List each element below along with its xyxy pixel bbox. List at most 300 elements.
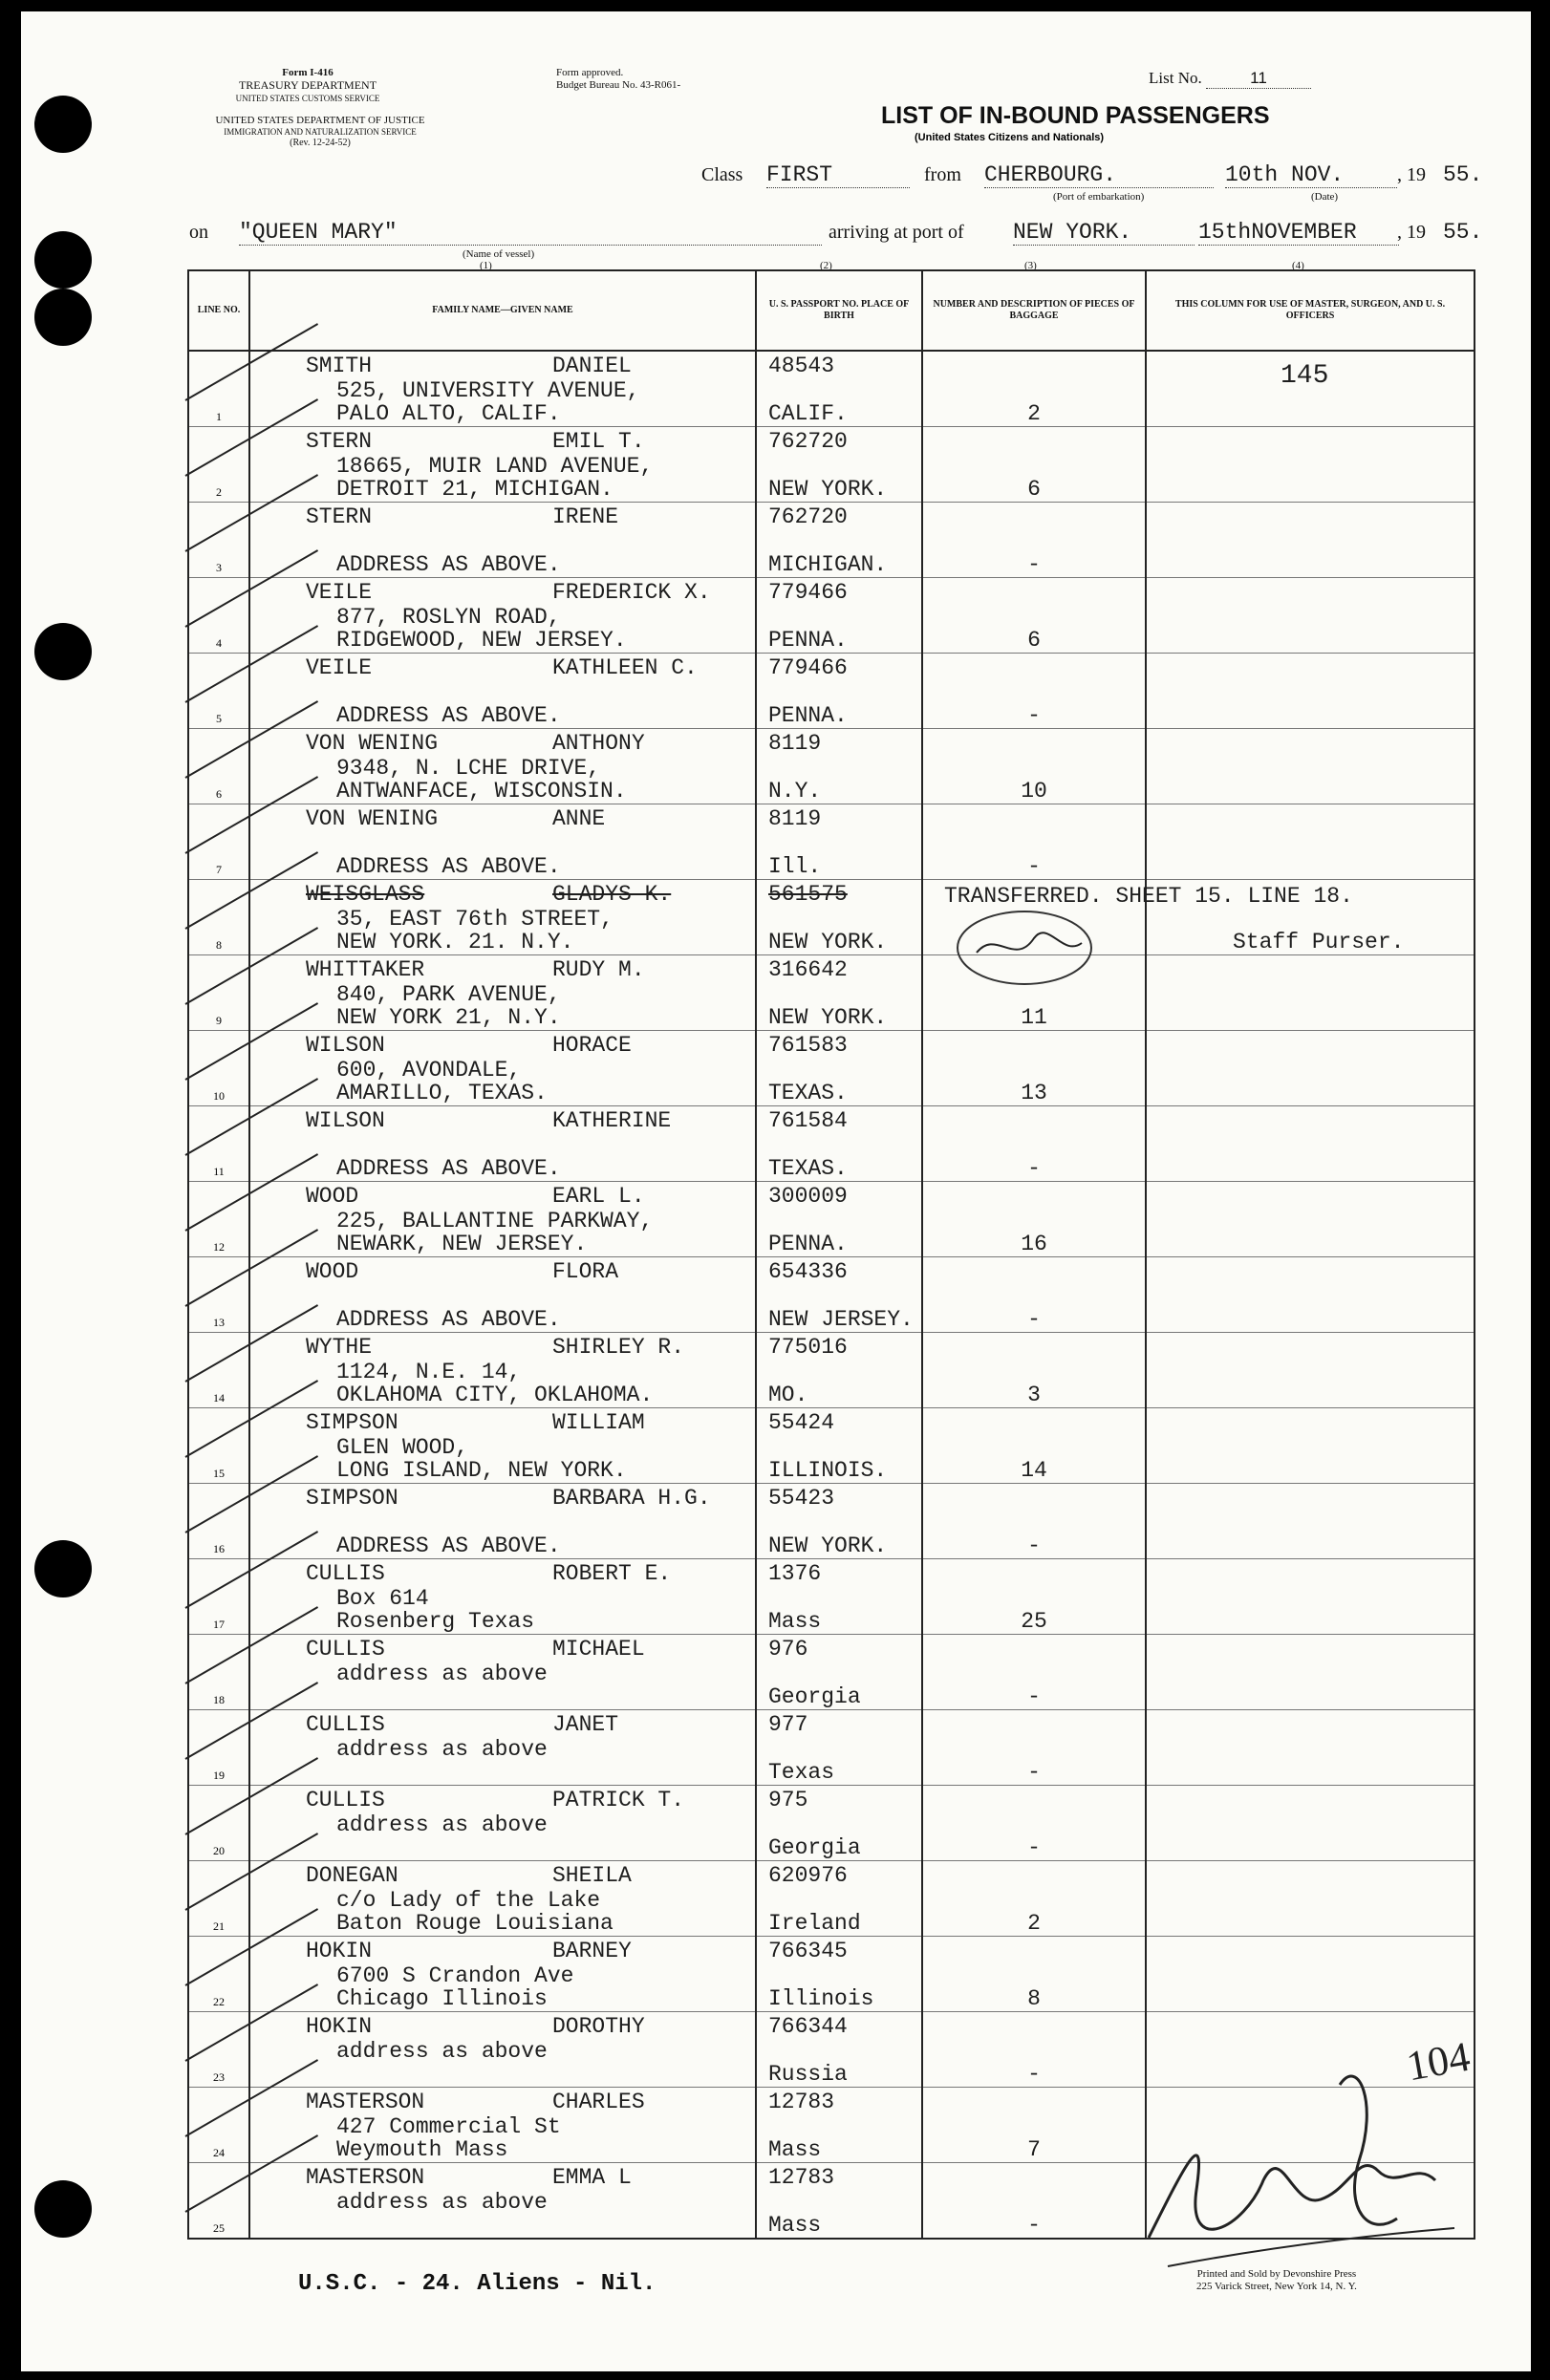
family-name: SIMPSON bbox=[306, 1486, 398, 1511]
line-number-cell bbox=[188, 351, 249, 427]
passport-number: 977 bbox=[768, 1712, 808, 1737]
line-number-cell bbox=[188, 1333, 249, 1408]
name-cell bbox=[249, 1182, 756, 1257]
manifest-sheet bbox=[21, 11, 1531, 2371]
passport-number: 620976 bbox=[768, 1863, 848, 1888]
line-number: 11 bbox=[213, 1165, 225, 1178]
family-name: VON WENING bbox=[306, 731, 439, 756]
given-name: ROBERT E. bbox=[552, 1561, 672, 1586]
line-number-cell bbox=[188, 1408, 249, 1484]
passport-number: 975 bbox=[768, 1788, 808, 1812]
passport-number: 761583 bbox=[768, 1033, 848, 1058]
arrival-year: 55. bbox=[1443, 220, 1483, 245]
address-line-1: address as above bbox=[336, 1662, 548, 1686]
name-cell bbox=[249, 2012, 756, 2088]
baggage-count: - bbox=[1027, 1835, 1041, 1860]
baggage-count: - bbox=[1027, 2213, 1041, 2238]
baggage-count: 7 bbox=[1027, 2137, 1041, 2162]
table-row bbox=[188, 880, 1475, 955]
address-line-2: RIDGEWOOD, NEW JERSEY. bbox=[336, 628, 627, 653]
table-row bbox=[188, 351, 1475, 427]
family-name: SIMPSON bbox=[306, 1410, 398, 1435]
line-number-cell bbox=[188, 1257, 249, 1333]
passport-number: 779466 bbox=[768, 655, 848, 680]
family-name: CULLIS bbox=[306, 1561, 385, 1586]
line-number-cell bbox=[188, 1484, 249, 1559]
address-line-1: address as above bbox=[336, 2039, 548, 2064]
passport-number: 762720 bbox=[768, 504, 848, 529]
baggage-cell bbox=[922, 2088, 1146, 2163]
officer-cell bbox=[1146, 804, 1475, 880]
address-line-2: DETROIT 21, MICHIGAN. bbox=[336, 477, 614, 502]
passport-number: 55424 bbox=[768, 1410, 835, 1435]
line-number: 20 bbox=[213, 1844, 225, 1857]
baggage-count: 6 bbox=[1027, 628, 1041, 653]
arriving-label: arriving at port of bbox=[829, 222, 964, 243]
baggage-cell bbox=[922, 2163, 1146, 2240]
line-number: 19 bbox=[213, 1769, 225, 1782]
name-cell bbox=[249, 1408, 756, 1484]
address-line-2: NEWARK, NEW JERSEY. bbox=[336, 1232, 588, 1256]
passport-cell bbox=[756, 804, 922, 880]
family-name: WEISGLASS bbox=[306, 882, 425, 907]
family-name: CULLIS bbox=[306, 1788, 385, 1812]
address-line-1: Box 614 bbox=[336, 1586, 429, 1611]
table-row bbox=[188, 1710, 1475, 1786]
name-cell bbox=[249, 1484, 756, 1559]
passport-cell bbox=[756, 1333, 922, 1408]
line-number-cell bbox=[188, 955, 249, 1031]
year-prefix: , 19 bbox=[1397, 164, 1426, 185]
baggage-cell bbox=[922, 2012, 1146, 2088]
col-num-2: (2) bbox=[820, 260, 832, 271]
punch-hole bbox=[34, 289, 92, 346]
passport-cell bbox=[756, 1408, 922, 1484]
officer-note: 145 bbox=[1281, 361, 1329, 391]
table-row bbox=[188, 1559, 1475, 1635]
baggage-count: 3 bbox=[1027, 1383, 1041, 1407]
place-of-birth: PENNA. bbox=[768, 1232, 848, 1256]
name-cell bbox=[249, 1861, 756, 1937]
passport-cell bbox=[756, 1786, 922, 1861]
passport-cell bbox=[756, 1257, 922, 1333]
passport-number: 766345 bbox=[768, 1939, 848, 1963]
line-number: 21 bbox=[213, 1919, 225, 1933]
arrival-year-prefix: , 19 bbox=[1397, 222, 1426, 243]
baggage-count: 13 bbox=[1021, 1081, 1047, 1105]
list-no-value: 11 bbox=[1206, 69, 1311, 89]
baggage-count: 11 bbox=[1021, 1005, 1047, 1030]
table-row bbox=[188, 1031, 1475, 1106]
baggage-cell bbox=[922, 1182, 1146, 1257]
col-num-1: (1) bbox=[480, 260, 492, 271]
address-line-1: 1124, N.E. 14, bbox=[336, 1360, 522, 1384]
passport-cell bbox=[756, 2088, 922, 2163]
line-number: 15 bbox=[213, 1467, 225, 1480]
printer-line-1: Printed and Sold by Devonshire Press bbox=[1196, 2268, 1357, 2280]
baggage-cell bbox=[922, 654, 1146, 729]
table-row bbox=[188, 427, 1475, 503]
agency-block bbox=[182, 115, 459, 148]
address-line-2: ANTWANFACE, WISCONSIN. bbox=[336, 779, 627, 804]
line-number: 23 bbox=[213, 2070, 225, 2084]
ins-label: IMMIGRATION AND NATURALIZATION SERVICE bbox=[224, 127, 417, 137]
baggage-count: - bbox=[1027, 2062, 1041, 2087]
col-header-passport: U. S. PASSPORT NO. PLACE OF BIRTH bbox=[756, 270, 922, 351]
place-of-birth: ILLINOIS. bbox=[768, 1458, 888, 1483]
baggage-count: - bbox=[1027, 552, 1041, 577]
passport-number: 761584 bbox=[768, 1108, 848, 1133]
embark-date: 10th NOV. bbox=[1225, 162, 1397, 188]
given-name: RUDY M. bbox=[552, 957, 645, 982]
place-of-birth: Mass bbox=[768, 2213, 822, 2238]
address-line-2: ADDRESS AS ABOVE. bbox=[336, 1307, 561, 1332]
name-cell bbox=[249, 578, 756, 654]
address-line-2: Rosenberg Texas bbox=[336, 1609, 535, 1634]
name-cell bbox=[249, 729, 756, 804]
embark-caption: (Port of embarkation) bbox=[1053, 191, 1145, 203]
officer-cell bbox=[1146, 955, 1475, 1031]
baggage-cell bbox=[922, 1333, 1146, 1408]
place-of-birth: Illinois bbox=[768, 1986, 874, 2011]
col-num-3: (3) bbox=[1024, 260, 1037, 271]
passport-cell bbox=[756, 1182, 922, 1257]
passport-cell bbox=[756, 1635, 922, 1710]
name-cell bbox=[249, 1333, 756, 1408]
baggage-cell bbox=[922, 804, 1146, 880]
punch-hole bbox=[34, 1540, 92, 1597]
table-header-row bbox=[188, 270, 1475, 351]
baggage-cell bbox=[922, 729, 1146, 804]
baggage-count: 2 bbox=[1027, 401, 1041, 426]
given-name: BARNEY bbox=[552, 1939, 632, 1963]
address-line-2: AMARILLO, TEXAS. bbox=[336, 1081, 548, 1105]
baggage-cell bbox=[922, 427, 1146, 503]
table-row bbox=[188, 1333, 1475, 1408]
given-name: IRENE bbox=[552, 504, 619, 529]
table-row bbox=[188, 1484, 1475, 1559]
line-number-cell bbox=[188, 1710, 249, 1786]
baggage-count: - bbox=[1027, 1684, 1041, 1709]
table-row bbox=[188, 955, 1475, 1031]
line-number: 22 bbox=[213, 1995, 225, 2008]
line-number: 8 bbox=[216, 938, 222, 952]
place-of-birth: Ireland bbox=[768, 1911, 861, 1936]
officer-cell bbox=[1146, 427, 1475, 503]
family-name: WYTHE bbox=[306, 1335, 373, 1360]
baggage-count: 8 bbox=[1027, 1986, 1041, 2011]
place-of-birth: Mass bbox=[768, 2137, 822, 2162]
baggage-count: 14 bbox=[1021, 1458, 1047, 1483]
passport-number: 8119 bbox=[768, 731, 822, 756]
table-row bbox=[188, 1635, 1475, 1710]
address-line-2: ADDRESS AS ABOVE. bbox=[336, 1156, 561, 1181]
address-line-1: address as above bbox=[336, 1737, 548, 1762]
address-line-2: ADDRESS AS ABOVE. bbox=[336, 854, 561, 879]
table-row bbox=[188, 804, 1475, 880]
line-number-cell bbox=[188, 427, 249, 503]
given-name: JANET bbox=[552, 1712, 619, 1737]
name-cell bbox=[249, 2163, 756, 2240]
punch-hole bbox=[34, 623, 92, 680]
place-of-birth: Georgia bbox=[768, 1684, 861, 1709]
vessel-name: "QUEEN MARY" bbox=[239, 220, 822, 246]
place-of-birth: NEW JERSEY. bbox=[768, 1307, 914, 1332]
given-name: DOROTHY bbox=[552, 2014, 645, 2039]
place-of-birth: Mass bbox=[768, 1609, 822, 1634]
passport-number: 55423 bbox=[768, 1486, 835, 1511]
given-name: MICHAEL bbox=[552, 1637, 645, 1662]
address-line-1: 225, BALLANTINE PARKWAY, bbox=[336, 1209, 654, 1233]
punch-hole bbox=[34, 231, 92, 289]
address-line-2: Weymouth Mass bbox=[336, 2137, 508, 2162]
passport-cell bbox=[756, 955, 922, 1031]
embark-port: CHERBOURG. bbox=[984, 162, 1214, 188]
address-line-2: NEW YORK. 21. N.Y. bbox=[336, 930, 574, 954]
family-name: STERN bbox=[306, 429, 373, 454]
address-line-1: 840, PARK AVENUE, bbox=[336, 982, 561, 1007]
officer-cell bbox=[1146, 1861, 1475, 1937]
page-title: LIST OF IN-BOUND PASSENGERS bbox=[881, 102, 1270, 129]
given-name: DANIEL bbox=[552, 354, 632, 378]
family-name: VEILE bbox=[306, 655, 373, 680]
line-number: 7 bbox=[216, 863, 222, 876]
officer-cell bbox=[1146, 654, 1475, 729]
address-line-1: c/o Lady of the Lake bbox=[336, 1888, 601, 1913]
rev-label: (Rev. 12-24-52) bbox=[290, 138, 351, 148]
officer-cell bbox=[1146, 503, 1475, 578]
passport-number: 1376 bbox=[768, 1561, 822, 1586]
passport-number: 48543 bbox=[768, 354, 835, 378]
family-name: MASTERSON bbox=[306, 2165, 425, 2190]
officer-cell bbox=[1146, 1559, 1475, 1635]
passport-cell bbox=[756, 880, 922, 955]
table-row bbox=[188, 1257, 1475, 1333]
from-label: from bbox=[924, 164, 961, 185]
list-no-label: List No. bbox=[1149, 69, 1202, 87]
address-line-1: 427 Commercial St bbox=[336, 2114, 561, 2139]
baggage-cell bbox=[922, 1861, 1146, 1937]
name-cell bbox=[249, 2088, 756, 2163]
table-row bbox=[188, 654, 1475, 729]
line-number-cell bbox=[188, 578, 249, 654]
col-header-name: FAMILY NAME—GIVEN NAME bbox=[249, 270, 756, 351]
passport-cell bbox=[756, 2012, 922, 2088]
line-number-cell bbox=[188, 804, 249, 880]
line-number-cell bbox=[188, 1786, 249, 1861]
address-line-1: 18665, MUIR LAND AVENUE, bbox=[336, 454, 654, 479]
officer-cell bbox=[1146, 1257, 1475, 1333]
col-header-officers: THIS COLUMN FOR USE OF MASTER, SURGEON, AND U. S. OFFICERS bbox=[1146, 270, 1475, 351]
baggage-cell bbox=[922, 1031, 1146, 1106]
family-name: HOKIN bbox=[306, 1939, 373, 1963]
line-number: 25 bbox=[213, 2221, 225, 2235]
baggage-cell bbox=[922, 503, 1146, 578]
line-number: 6 bbox=[216, 787, 222, 801]
baggage-count: - bbox=[1027, 1533, 1041, 1558]
address-line-1: 600, AVONDALE, bbox=[336, 1058, 522, 1083]
address-line-2: LONG ISLAND, NEW YORK. bbox=[336, 1458, 627, 1483]
baggage-cell bbox=[922, 1635, 1146, 1710]
given-name: EMMA L bbox=[552, 2165, 632, 2190]
given-name: BARBARA H.G. bbox=[552, 1486, 711, 1511]
officer-cell bbox=[1146, 1182, 1475, 1257]
passport-cell bbox=[756, 1937, 922, 2012]
given-name: FLORA bbox=[552, 1259, 619, 1284]
line-number: 14 bbox=[213, 1391, 225, 1404]
arrival-port: NEW YORK. bbox=[1013, 220, 1195, 246]
punch-hole bbox=[34, 2180, 92, 2238]
name-cell bbox=[249, 503, 756, 578]
address-line-2: OKLAHOMA CITY, OKLAHOMA. bbox=[336, 1383, 654, 1407]
line-number-cell bbox=[188, 729, 249, 804]
form-id-block bbox=[183, 67, 432, 104]
name-cell bbox=[249, 1937, 756, 2012]
form-number: Form I-416 bbox=[282, 67, 334, 78]
line-number-cell bbox=[188, 503, 249, 578]
line-number-cell bbox=[188, 1031, 249, 1106]
passport-number: 654336 bbox=[768, 1259, 848, 1284]
address-line-1: 9348, N. LCHE DRIVE, bbox=[336, 756, 601, 781]
baggage-cell bbox=[922, 1710, 1146, 1786]
passport-number: 8119 bbox=[768, 806, 822, 831]
table-row bbox=[188, 1861, 1475, 1937]
address-line-1: 525, UNIVERSITY AVENUE, bbox=[336, 378, 640, 403]
passport-cell bbox=[756, 1710, 922, 1786]
baggage-cell bbox=[922, 1559, 1146, 1635]
passport-cell bbox=[756, 729, 922, 804]
treasury-label: TREASURY DEPARTMENT bbox=[238, 78, 377, 92]
given-name: SHEILA bbox=[552, 1863, 632, 1888]
baggage-count: - bbox=[1027, 854, 1041, 879]
form-approved: Form approved. bbox=[556, 67, 624, 78]
given-name: FREDERICK X. bbox=[552, 580, 711, 605]
name-cell bbox=[249, 1257, 756, 1333]
line-number: 5 bbox=[216, 712, 222, 725]
officer-cell bbox=[1146, 578, 1475, 654]
table-row bbox=[188, 1937, 1475, 2012]
line-number: 2 bbox=[216, 485, 222, 499]
baggage-cell bbox=[922, 1106, 1146, 1182]
place-of-birth: TEXAS. bbox=[768, 1156, 848, 1181]
name-cell bbox=[249, 1106, 756, 1182]
passport-cell bbox=[756, 351, 922, 427]
table-row bbox=[188, 1408, 1475, 1484]
family-name: WHITTAKER bbox=[306, 957, 425, 982]
name-cell bbox=[249, 351, 756, 427]
given-name: EARL L. bbox=[552, 1184, 645, 1209]
family-name: WOOD bbox=[306, 1259, 359, 1284]
address-line-2: ADDRESS AS ABOVE. bbox=[336, 552, 561, 577]
passport-number: 316642 bbox=[768, 957, 848, 982]
officer-cell bbox=[1146, 1937, 1475, 2012]
footer-summary: U.S.C. - 24. Aliens - Nil. bbox=[298, 2271, 657, 2297]
family-name: DONEGAN bbox=[306, 1863, 398, 1888]
family-name: MASTERSON bbox=[306, 2090, 425, 2114]
baggage-cell bbox=[922, 1484, 1146, 1559]
place-of-birth: PENNA. bbox=[768, 628, 848, 653]
baggage-count: 6 bbox=[1027, 477, 1041, 502]
line-number-cell bbox=[188, 1182, 249, 1257]
given-name: GLADYS K. bbox=[552, 882, 672, 907]
place-of-birth: NEW YORK. bbox=[768, 930, 888, 954]
passport-cell bbox=[756, 503, 922, 578]
place-of-birth: PENNA. bbox=[768, 703, 848, 728]
name-cell bbox=[249, 427, 756, 503]
address-line-1: address as above bbox=[336, 1812, 548, 1837]
name-cell bbox=[249, 955, 756, 1031]
place-of-birth: NEW YORK. bbox=[768, 1005, 888, 1030]
page-subtitle: (United States Citizens and Nationals) bbox=[915, 132, 1105, 143]
embark-year: 55. bbox=[1443, 162, 1483, 187]
address-line-1: 6700 S Crandon Ave bbox=[336, 1963, 574, 1988]
officer-cell bbox=[1146, 351, 1475, 427]
name-cell bbox=[249, 1635, 756, 1710]
given-name: SHIRLEY R. bbox=[552, 1335, 685, 1360]
place-of-birth: Ill. bbox=[768, 854, 822, 879]
family-name: CULLIS bbox=[306, 1712, 385, 1737]
arrival-date: 15thNOVEMBER bbox=[1198, 220, 1399, 246]
address-line-1: 877, ROSLYN ROAD, bbox=[336, 605, 561, 630]
line-number: 3 bbox=[216, 561, 222, 574]
line-number-cell bbox=[188, 2012, 249, 2088]
name-cell bbox=[249, 654, 756, 729]
col-num-4: (4) bbox=[1292, 260, 1304, 271]
col-header-baggage: NUMBER AND DESCRIPTION OF PIECES OF BAGGAGE bbox=[922, 270, 1146, 351]
family-name: STERN bbox=[306, 504, 373, 529]
baggage-count: - bbox=[1027, 1156, 1041, 1181]
printer-line-2: 225 Varick Street, New York 14, N. Y. bbox=[1196, 2281, 1357, 2292]
table-row bbox=[188, 1182, 1475, 1257]
address-line-2: Baton Rouge Louisiana bbox=[336, 1911, 614, 1936]
address-line-2: ADDRESS AS ABOVE. bbox=[336, 1533, 561, 1558]
transfer-note: TRANSFERRED. SHEET 15. LINE 18. bbox=[944, 884, 1353, 909]
given-name: ANNE bbox=[552, 806, 606, 831]
line-number: 1 bbox=[216, 410, 222, 423]
address-line-2: ADDRESS AS ABOVE. bbox=[336, 703, 561, 728]
baggage-cell bbox=[922, 1786, 1146, 1861]
line-number: 16 bbox=[213, 1542, 225, 1555]
baggage-count: - bbox=[1027, 1307, 1041, 1332]
line-number-cell bbox=[188, 2088, 249, 2163]
passport-cell bbox=[756, 2163, 922, 2240]
baggage-count: 16 bbox=[1021, 1232, 1047, 1256]
baggage-count: 25 bbox=[1021, 1609, 1047, 1634]
name-cell bbox=[249, 1031, 756, 1106]
given-name: HORACE bbox=[552, 1033, 632, 1058]
family-name: WOOD bbox=[306, 1184, 359, 1209]
line-number-cell bbox=[188, 654, 249, 729]
given-name: WILLIAM bbox=[552, 1410, 645, 1435]
line-number-cell bbox=[188, 1635, 249, 1710]
purser-signature bbox=[948, 900, 1101, 996]
date-caption: (Date) bbox=[1311, 191, 1339, 203]
baggage-cell bbox=[922, 351, 1146, 427]
place-of-birth: CALIF. bbox=[768, 401, 848, 426]
justice-label: UNITED STATES DEPARTMENT OF JUSTICE bbox=[215, 115, 425, 126]
baggage-count: 10 bbox=[1021, 779, 1047, 804]
line-number: 9 bbox=[216, 1014, 222, 1027]
line-number: 4 bbox=[216, 636, 222, 650]
passport-cell bbox=[756, 1861, 922, 1937]
name-cell bbox=[249, 1559, 756, 1635]
family-name: CULLIS bbox=[306, 1637, 385, 1662]
punch-hole bbox=[34, 96, 92, 153]
place-of-birth: N.Y. bbox=[768, 779, 822, 804]
passport-number: 12783 bbox=[768, 2165, 835, 2190]
vessel-caption: (Name of vessel) bbox=[463, 248, 535, 260]
given-name: EMIL T. bbox=[552, 429, 645, 454]
